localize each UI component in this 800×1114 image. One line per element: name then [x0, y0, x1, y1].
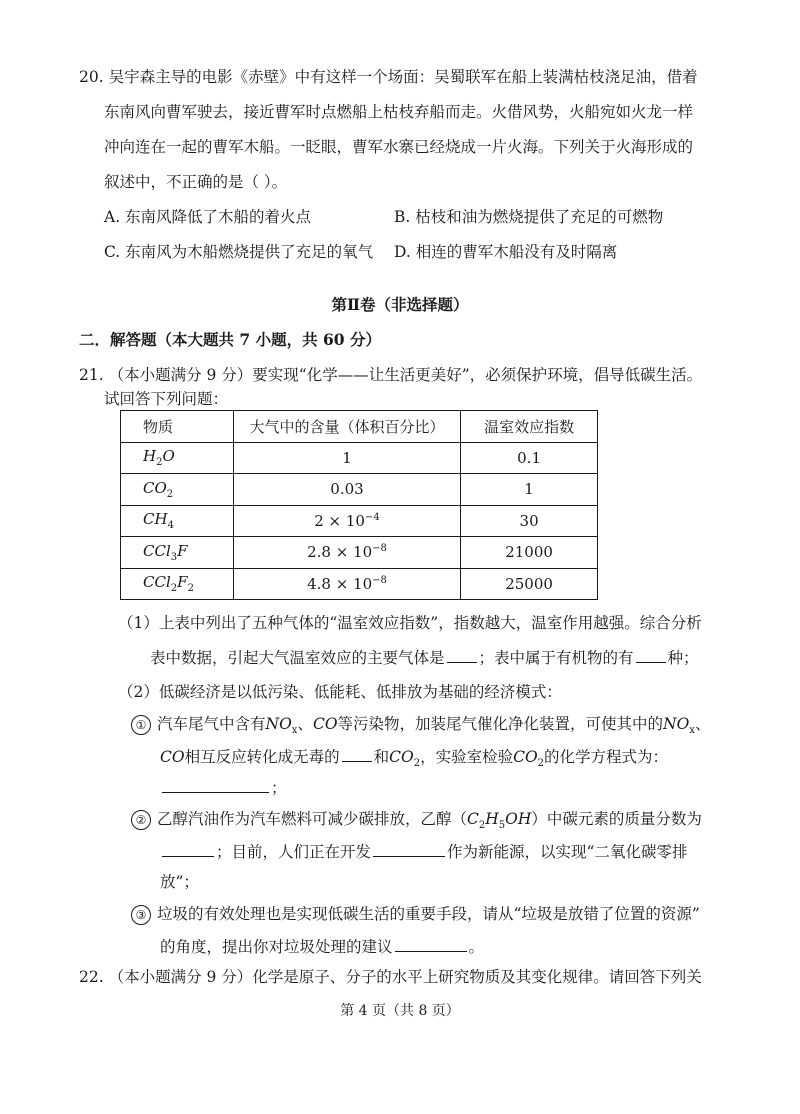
q20-line3: 冲向连在一起的曹军木船。一眨眼，曹军水寨已经烧成一片火海。下列关于火海形成的	[104, 138, 694, 156]
table-header: 物质	[121, 411, 234, 443]
circled-number-3: ③	[131, 905, 151, 925]
formula-cell: $CH_4$	[121, 505, 234, 537]
table-row	[121, 505, 598, 537]
q20-option-b: B. 枯枝和油为燃烧提供了充足的可燃物	[394, 208, 664, 226]
content-cell: 1	[233, 442, 460, 474]
q21-item2-line1: ② 乙醇汽油作为汽车燃料可减少碳排放，乙醇$(C_2H_5OH)$中碳元素的质量分数为	[131, 808, 702, 837]
q20-option-a: A. 东南风降低了木船的着火点	[104, 208, 312, 226]
table-header: 大气中的含量（体积百分比）	[233, 411, 460, 443]
q21-part1-line2: 表中数据，引起大气温室效应的主要气体是 ；表中属于有机物的有 种；	[150, 646, 699, 669]
content-cell: $2 \times 10^{-4}$	[233, 505, 460, 537]
formula-cell: $CCl_2F_2$	[121, 568, 234, 600]
content-cell: $2.8 \times 10^{-8}$	[233, 537, 460, 569]
q21-item1-line2: CO相互反应转化成无毒的 和$CO_2$，实验室检验$CO_2$的化学方程式为：	[160, 745, 668, 775]
index-cell: 0.1	[461, 442, 598, 474]
q21-item1-line3: ；	[160, 776, 287, 799]
formula-cell: $CO_2$	[121, 474, 234, 506]
answer-blank[interactable]	[162, 776, 269, 793]
formula-cell: CCl$_3$F	[121, 537, 234, 569]
answer-blank[interactable]	[162, 840, 214, 857]
q20-line2: 东南风向曹军驶去，接近曹军时点燃船上枯枝弃船而走。火借风势，火船宛如火龙一样	[104, 103, 694, 121]
section-title: 第Ⅱ卷（非选择题）	[331, 295, 469, 314]
table-row	[121, 537, 598, 569]
answer-blank[interactable]	[395, 935, 467, 952]
content-cell: $4.8 \times 10^{-8}$	[233, 568, 460, 600]
formula-cell: $H_2O$	[121, 442, 234, 474]
answer-blank[interactable]	[636, 646, 666, 663]
q21-item2-line2: ；目前，人们正在开发 作为新能源，以实现“二氧化碳零排	[160, 840, 687, 863]
q21-item1-line1: ① 汽车尾气中含有$NO_x$、CO等污染物，加装尾气催化净化装置，可使其中的$NO_x$、	[131, 713, 710, 742]
greenhouse-gas-table	[120, 410, 598, 600]
answer-blank[interactable]	[447, 646, 477, 663]
table-row	[121, 442, 598, 474]
page-footer: 第 4 页（共 8 页）	[340, 1003, 460, 1019]
q21-intro-line2: 试回答下列问题：	[104, 390, 229, 408]
table-header-row	[121, 411, 598, 443]
q20-line1: 20. 吴宇森主导的电影《赤壁》中有这样一个场面：吴蜀联军在船上装满枯枝浇足油，借着	[79, 68, 698, 86]
table-row	[121, 474, 598, 506]
q21-intro-line1: 21. （本小题满分 9 分）要实现“化学——让生活更美好”，必须保护环境，倡导低碳生活。	[79, 366, 703, 384]
answer-blank[interactable]	[342, 745, 372, 762]
q21-item3-line2: 的角度，提出你对垃圾处理的建议 。	[160, 935, 484, 958]
index-cell: 21000	[461, 537, 598, 569]
q21-item2-line3: 放”；	[160, 873, 199, 891]
q21-part2-line1: （2）低碳经济是以低污染、低能耗、低排放为基础的经济模式：	[118, 683, 562, 701]
q20-line4: 叙述中，不正确的是（ ）。	[104, 173, 288, 191]
q21-part1-line1: （1）上表中列出了五种气体的“温室效应指数”，指数越大，温室作用越强。综合分析	[118, 614, 702, 632]
q21-item3-line1: ③ 垃圾的有效处理也是实现低碳生活的重要手段，请从“垃圾是放错了位置的资源”	[131, 903, 700, 925]
content-cell: 0.03	[233, 474, 460, 506]
answer-blank[interactable]	[373, 840, 445, 857]
q22-line1: 22. （本小题满分 9 分）化学是原子、分子的水平上研究物质及其变化规律。请回答下列关	[79, 968, 702, 986]
q20-option-c: C. 东南风为木船燃烧提供了充足的氧气	[104, 243, 374, 261]
circled-number-2: ②	[131, 810, 151, 830]
section2-heading: 二．解答题（本大题共 7 小题，共 60 分）	[79, 330, 381, 349]
q20-option-d: D. 相连的曹军木船没有及时隔离	[394, 243, 618, 261]
index-cell: 25000	[461, 568, 598, 600]
index-cell: 1	[461, 474, 598, 506]
table-row	[121, 568, 598, 600]
index-cell: 30	[461, 505, 598, 537]
table-header: 温室效应指数	[461, 411, 598, 443]
circled-number-1: ①	[131, 715, 151, 735]
